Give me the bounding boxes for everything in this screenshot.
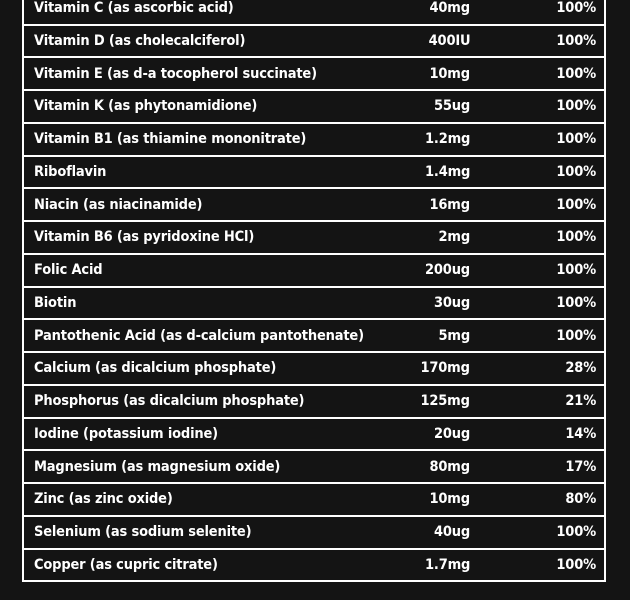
nutrient-daily-value: 28% [565,360,596,377]
nutrition-facts-table [22,0,606,582]
nutrient-name: Zinc (as zinc oxide) [34,491,173,508]
nutrient-amount: 5mg [438,327,470,344]
nutrient-daily-value: 100% [556,556,596,573]
nutrient-name: Vitamin B1 (as thiamine mononitrate) [34,130,307,147]
nutrient-daily-value: 100% [556,98,596,115]
nutrient-amount: 40mg [429,0,470,16]
nutrient-name: Phosphorus (as dicalcium phosphate) [34,392,305,409]
nutrient-amount: 20ug [433,425,470,442]
table-row [24,91,604,124]
nutrient-amount: 1.4mg [424,163,470,180]
table-row [24,255,604,288]
nutrient-name: Vitamin E (as d-a tocopherol succinate) [34,65,317,82]
nutrient-name: Magnesium (as magnesium oxide) [34,458,281,475]
nutrient-name: Niacin (as niacinamide) [34,196,203,213]
nutrient-name: Copper (as cupric citrate) [34,556,218,573]
table-row [24,386,604,419]
table-row [24,222,604,255]
nutrient-amount: 30ug [433,294,470,311]
nutrient-name: Biotin [34,294,77,311]
nutrient-daily-value: 14% [565,425,596,442]
nutrient-amount: 80mg [429,458,470,475]
nutrient-daily-value: 17% [565,458,596,475]
nutrient-amount: 10mg [429,491,470,508]
nutrient-amount: 55ug [433,98,470,115]
nutrient-daily-value: 100% [556,523,596,540]
table-row [24,0,604,26]
table-row [24,353,604,386]
nutrient-amount: 200ug [425,261,470,278]
table-row [24,419,604,452]
nutrient-daily-value: 100% [556,130,596,147]
nutrient-amount: 1.7mg [424,556,470,573]
nutrient-amount: 10mg [429,65,470,82]
nutrient-name: Folic Acid [34,261,103,278]
nutrient-name: Calcium (as dicalcium phosphate) [34,360,277,377]
nutrient-amount: 400IU [428,32,470,49]
nutrient-daily-value: 100% [556,261,596,278]
table-row [24,517,604,550]
table-row [24,451,604,484]
nutrient-name: Vitamin B6 (as pyridoxine HCl) [34,229,255,246]
nutrient-amount: 1.2mg [424,130,470,147]
table-row [24,320,604,353]
table-row [24,550,604,583]
nutrient-daily-value: 100% [556,294,596,311]
nutrient-amount: 2mg [438,229,470,246]
nutrient-amount: 125mg [420,392,470,409]
nutrient-daily-value: 100% [556,32,596,49]
nutrient-daily-value: 21% [565,392,596,409]
table-row [24,484,604,517]
nutrient-daily-value: 100% [556,65,596,82]
nutrient-daily-value: 100% [556,196,596,213]
table-row [24,26,604,59]
table-row [24,58,604,91]
nutrient-daily-value: 100% [556,163,596,180]
nutrient-name: Vitamin C (as ascorbic acid) [34,0,234,16]
nutrient-daily-value: 100% [556,229,596,246]
nutrient-daily-value: 80% [565,491,596,508]
nutrient-name: Vitamin D (as cholecalciferol) [34,32,246,49]
nutrient-name: Riboflavin [34,163,107,180]
table-row [24,288,604,321]
nutrient-amount: 16mg [429,196,470,213]
nutrient-amount: 170mg [420,360,470,377]
nutrient-daily-value: 100% [556,0,596,16]
table-row [24,157,604,190]
nutrient-amount: 40ug [433,523,470,540]
nutrient-daily-value: 100% [556,327,596,344]
nutrient-name: Iodine (potassium iodine) [34,425,218,442]
table-row [24,189,604,222]
table-row [24,124,604,157]
nutrient-name: Selenium (as sodium selenite) [34,523,252,540]
nutrient-name: Pantothenic Acid (as d-calcium pantothenate) [34,327,364,344]
nutrient-name: Vitamin K (as phytonamidione) [34,98,258,115]
